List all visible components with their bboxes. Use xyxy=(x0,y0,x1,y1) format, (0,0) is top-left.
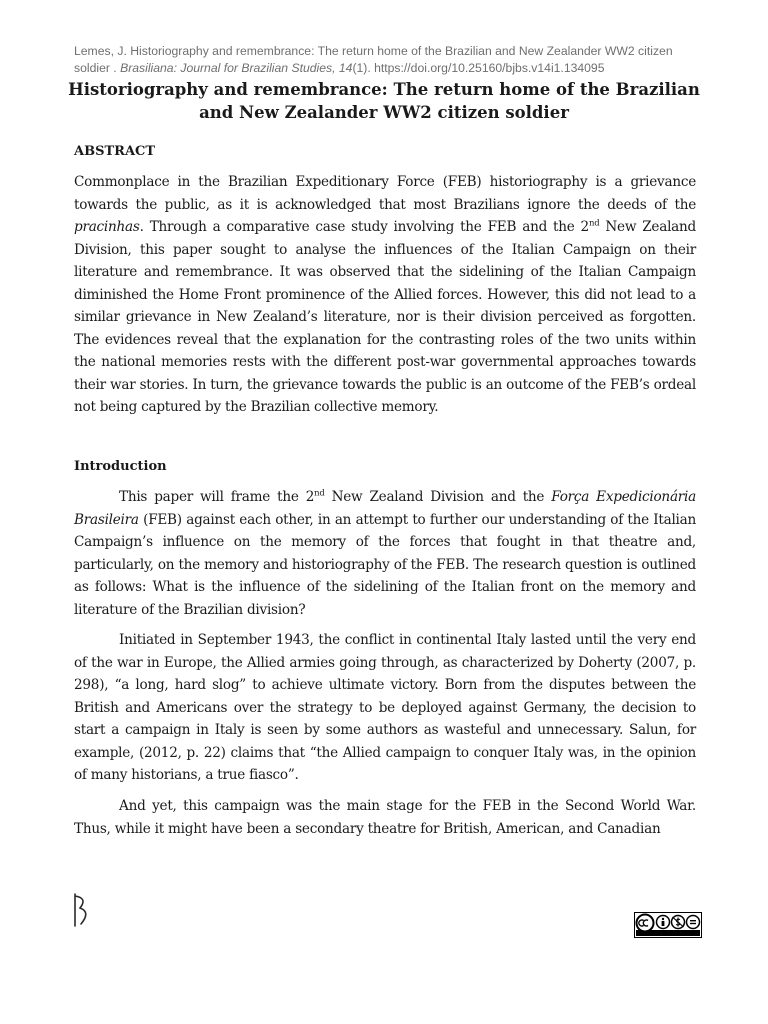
citation-journal: Brasiliana: Journal for Brazilian Studies, 14 xyxy=(120,61,353,75)
paper-title: Historiography and remembrance: The return home of the Brazilian and New Zealander WW2 citizen soldier xyxy=(68,80,700,122)
introduction-heading: Introduction xyxy=(74,459,167,474)
brasiliana-logo-icon xyxy=(72,893,92,927)
intro-p1-italic-feb: Força Expedicionária Brasileira xyxy=(74,489,696,528)
intro-p1-superscript: nd xyxy=(314,488,325,499)
abstract-text-part-2: . Through a comparative case study involving the FEB and the 2 xyxy=(139,219,589,235)
intro-paragraph-2: Initiated in September 1943, the conflict in continental Italy lasted until the very end of the war in Europe, the Allied armies going through, as characterized by Doherty (2007, p. 298), “a long, hard slog” to achieve ultimate victory. Born from the disputes between the British and Americans over the strategy to be deployed against Germany, the decision to start a campaign in Italy is seen by some authors as wasteful and unnecessary. Salun, for example, (2012, p. 22) claims that “the Allied campaign to conquer Italy was, in the opinion of many historians, a true fiasco”. xyxy=(74,632,696,783)
abstract-text xyxy=(74,171,696,419)
intro-p1-part-3: (FEB) against each other, in an attempt to further our understanding of the Italian Campaign’s influence on the memory of the forces that fought in that theatre and, particularly, on the memory and historiography of the FEB. The research question is outlined as follows: What is the influence of the sidelining of the Italian front on the memory and literature of the Brazilian division? xyxy=(74,511,696,618)
citation-doi: (1). https://doi.org/10.25160/bjbs.v14i1.134095 xyxy=(352,61,605,75)
abstract-italic-pracinhas: pracinhas xyxy=(74,219,140,235)
intro-p1-part-2: New Zealand Division and the xyxy=(324,489,552,505)
abstract-text-part-3: New Zealand Division, this paper sought to analyse the influences of the Italian Campaign on their literature and remembrance. It was observed that the sidelining of the Italian Campaign diminished the Home Front prominence of the Allied forces. However, this did not lead to a similar grievance in New Zealand’s literature, nor is their division perceived as forgotten. The evidences reveal that the explanation for the contrasting roles of the two units within the national memories rests with the different post-war governmental approaches towards their war stories. In turn, the grievance towards the public is an outcome of the FEB’s ordeal not being captured by the Brazilian collective memory. xyxy=(74,219,696,415)
abstract-superscript: nd xyxy=(588,218,600,229)
abstract-heading: ABSTRACT xyxy=(74,144,156,159)
intro-paragraph-3: And yet, this campaign was the main stage for the FEB in the Second World War. Thus, while it might have been a secondary theatre for British, American, and Canadian xyxy=(74,798,696,837)
cc-by-nc-nd-badge-icon xyxy=(634,912,702,938)
citation-header xyxy=(74,43,696,77)
intro-p1-part-1: This paper will frame the 2 xyxy=(119,489,315,505)
citation-authors-title: Lemes, J. Historiography and remembrance: The return home of the Brazilian and New Zealander WW2 citizen soldier . xyxy=(74,44,673,75)
abstract-text-part-1: Commonplace in the Brazilian Expeditionary Force (FEB) historiography is a grievance towards the public, as it is acknowledged that most Brazilians ignore the deeds of the xyxy=(74,174,696,213)
intro-paragraph-1 xyxy=(74,486,696,621)
